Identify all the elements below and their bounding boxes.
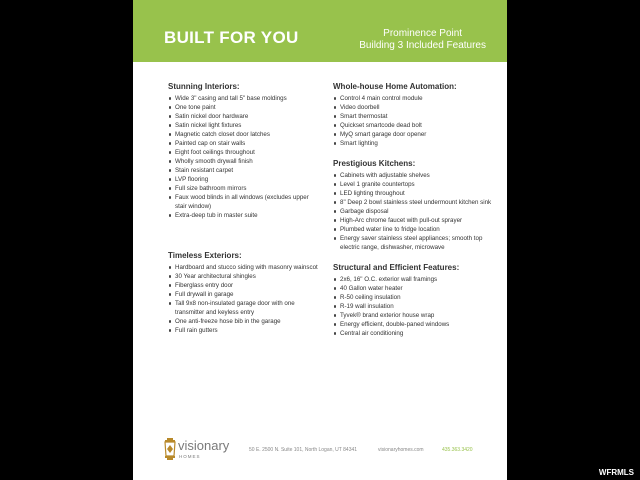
feature-item: 2x6, 16" O.C. exterior wall framings	[333, 275, 498, 284]
feature-item: Cabinets with adjustable shelves	[333, 171, 498, 180]
feature-item: Central air conditioning	[333, 329, 498, 338]
feature-list	[168, 263, 318, 335]
feature-list	[333, 171, 498, 252]
feature-item: Plumbed water line to fridge location	[333, 225, 498, 234]
footer-address: 50 E. 2500 N. Suite 101, North Logan, UT 84341	[249, 447, 358, 453]
feature-item: Tall 9x8 non-insulated garage door with one transmitter and keyless entry	[168, 299, 318, 317]
header-banner	[133, 0, 507, 62]
feature-item: Video doorbell	[333, 103, 498, 112]
feature-list	[333, 94, 498, 148]
feature-sheet	[133, 0, 507, 480]
lantern-logo-icon	[164, 438, 176, 462]
feature-item: Energy saver stainless steel appliances; smooth top electric range, dishwasher, microwave	[333, 234, 498, 252]
feature-section	[333, 82, 498, 148]
feature-item: Full rain gutters	[168, 326, 318, 335]
feature-item: Tyvek® brand exterior house wrap	[333, 311, 498, 320]
feature-item: Smart lighting	[333, 139, 498, 148]
feature-item: Wholly smooth drywall finish	[168, 157, 318, 166]
feature-item: R-50 ceiling insulation	[333, 293, 498, 302]
feature-item: Stain resistant carpet	[168, 166, 318, 175]
feature-item: 8" Deep 2 bowl stainless steel undermount kitchen sink	[333, 198, 498, 207]
section-title: Timeless Exteriors:	[168, 251, 242, 260]
footer-phone: 435.363.3420	[442, 447, 473, 453]
feature-list	[168, 94, 318, 220]
section-title: Prestigious Kitchens:	[333, 159, 416, 168]
section-title: Whole-house Home Automation:	[333, 82, 457, 91]
feature-section	[333, 159, 498, 252]
feature-item: One anti-freeze hose bib in the garage	[168, 317, 318, 326]
feature-item: Satin nickel door hardware	[168, 112, 318, 121]
feature-item: Full size bathroom mirrors	[168, 184, 318, 193]
feature-item: Energy efficient, double-paned windows	[333, 320, 498, 329]
page-title: BUILT FOR YOU	[164, 28, 299, 47]
visionary-logo	[164, 436, 234, 464]
feature-item: Level 1 granite countertops	[333, 180, 498, 189]
feature-item: Fiberglass entry door	[168, 281, 318, 290]
right-column	[333, 82, 498, 349]
feature-item: Garbage disposal	[333, 207, 498, 216]
feature-item: Full drywall in garage	[168, 290, 318, 299]
feature-item: Satin nickel light fixtures	[168, 121, 318, 130]
feature-item: MyQ smart garage door opener	[333, 130, 498, 139]
feature-list	[333, 275, 498, 338]
feature-item: Magnetic catch closet door latches	[168, 130, 318, 139]
feature-section	[168, 82, 318, 220]
feature-item: LED lighting throughout	[333, 189, 498, 198]
feature-item: Wide 3" casing and tall 5" base moldings	[168, 94, 318, 103]
feature-item: Hardboard and stucco siding with masonry wainscot	[168, 263, 318, 272]
feature-item: Painted cap on stair walls	[168, 139, 318, 148]
footer-website: visionaryhomes.com	[378, 447, 424, 453]
feature-item: Quickset smartcode dead bolt	[333, 121, 498, 130]
feature-section	[333, 263, 498, 338]
feature-section	[168, 251, 318, 335]
feature-item: Control 4 main control module	[333, 94, 498, 103]
left-column	[168, 82, 318, 346]
logo-sub: HOMES	[179, 454, 201, 459]
section-title: Structural and Efficient Features:	[333, 263, 460, 272]
feature-item: LVP flooring	[168, 175, 318, 184]
logo-name: visionary	[178, 438, 230, 453]
subtitle-building: Building 3 Included Features	[359, 40, 486, 51]
watermark: WFRMLS	[598, 468, 634, 477]
subtitle-community: Prominence Point	[383, 28, 463, 39]
feature-item: One tone paint	[168, 103, 318, 112]
feature-item: 40 Gallon water heater	[333, 284, 498, 293]
feature-item: Faux wood blinds in all windows (excludes upper stair window)	[168, 193, 318, 211]
feature-item: High-Arc chrome faucet with pull-out sprayer	[333, 216, 498, 225]
page-subtitle	[359, 28, 486, 52]
feature-item: Eight foot ceilings throughout	[168, 148, 318, 157]
feature-item: 30 Year architectural shingles	[168, 272, 318, 281]
feature-item: Extra-deep tub in master suite	[168, 211, 318, 220]
section-title: Stunning Interiors:	[168, 82, 240, 91]
feature-item: R-19 wall insulation	[333, 302, 498, 311]
footer	[133, 428, 507, 480]
feature-item: Smart thermostat	[333, 112, 498, 121]
